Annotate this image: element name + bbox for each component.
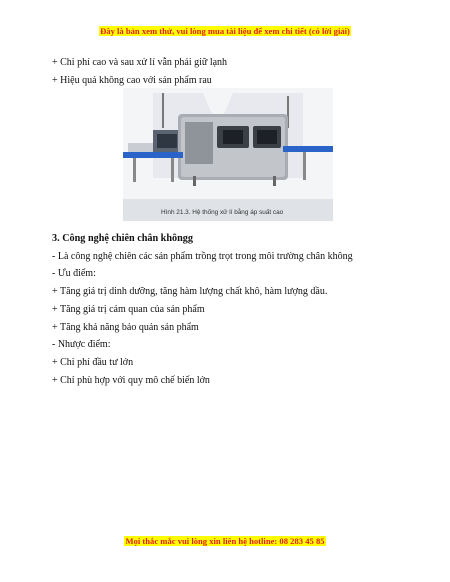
text-line: - Ưu điểm: — [52, 268, 96, 279]
text-line: + Hiệu quả không cao với sản phẩm rau — [52, 75, 212, 86]
text-line: + Tăng giá trị dinh dưỡng, tăng hàm lượng chất khô, hàm lượng dầu. — [52, 286, 328, 297]
preview-notice-text: Đây là bản xem thử, vui lòng mua tài liệu để xem chi tiết (có lời giải) — [100, 26, 350, 36]
text-line: + Tăng giá trị cảm quan của sản phẩm — [52, 304, 205, 315]
figure-caption: Hình 21.3. Hệ thống xử lí bằng áp suất cao — [161, 209, 284, 216]
text-line: + Chi phí đầu tư lớn — [52, 357, 134, 368]
text-line: + Chi phí cao và sau xử lí vẫn phải giữ lạnh — [52, 57, 228, 68]
preview-notice — [0, 26, 450, 36]
text-line: - Là công nghệ chiên các sản phẩm trồng trọt trong môi trường chân không — [52, 251, 353, 262]
hotline-notice-text: Mọi thắc mắc vui lòng xin liên hệ hotline: 08 283 45 85 — [125, 536, 325, 546]
text-line: + Chỉ phù hợp với quy mô chế biến lớn — [52, 375, 210, 386]
machine-illustration — [123, 88, 333, 199]
hotline-notice — [0, 536, 450, 546]
text-line: - Nhược điểm: — [52, 339, 111, 350]
figure-high-pressure-system — [123, 88, 333, 221]
text-line: + Tăng khả năng bảo quản sản phẩm — [52, 322, 199, 333]
section-title: 3. Công nghệ chiên chân khôngg — [52, 233, 193, 244]
